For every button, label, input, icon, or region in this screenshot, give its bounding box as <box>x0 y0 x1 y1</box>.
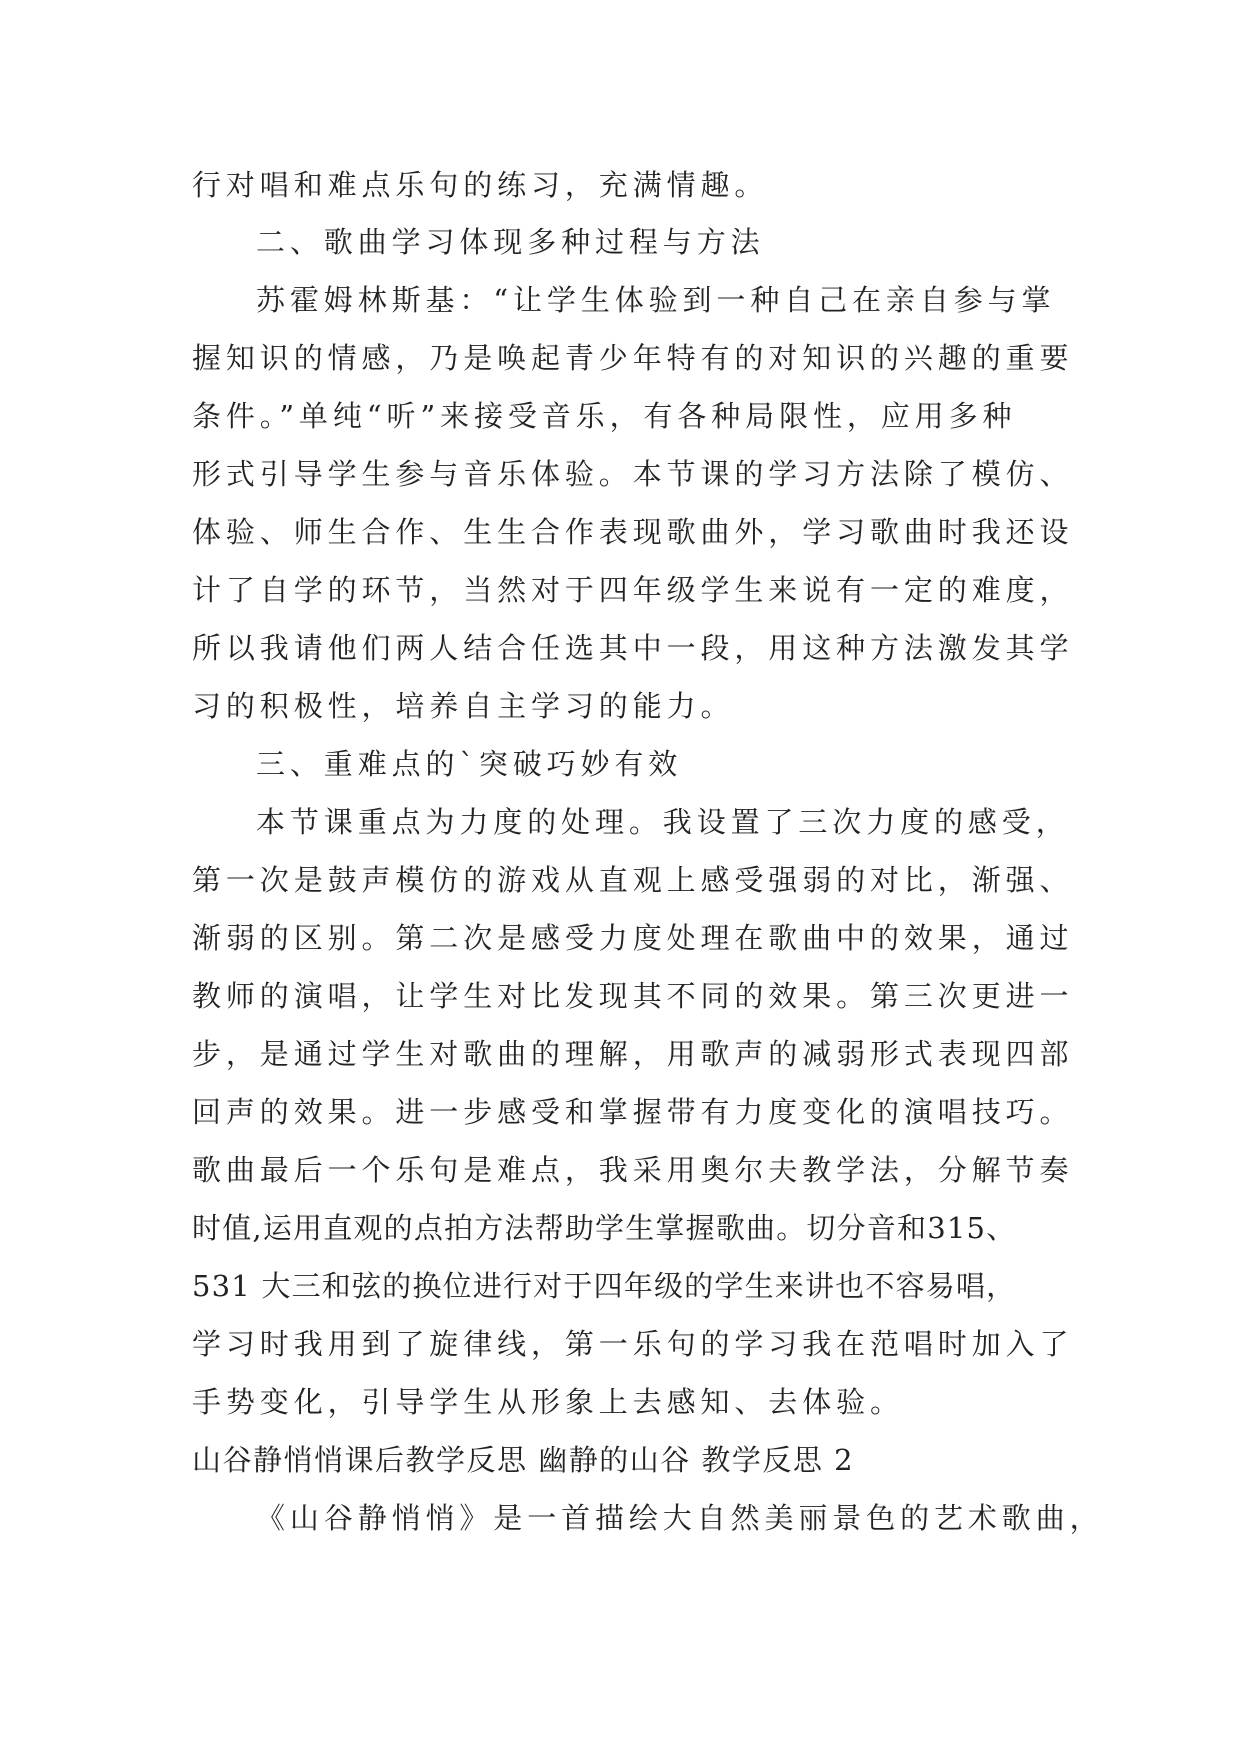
paragraph-line: 歌曲最后一个乐句是难点，我采用奥尔夫教学法，分解节奏 <box>192 1153 1074 1187</box>
paragraph-line: 习的积极性，培养自主学习的能力。 <box>192 689 735 723</box>
paragraph-line: 形式引导学生参与音乐体验。本节课的学习方法除了模仿、 <box>192 457 1074 491</box>
paragraph-line: 第一次是鼓声模仿的游戏从直观上感受强弱的对比，渐强、 <box>192 863 1074 897</box>
paragraph-line: 学习时我用到了旋律线，第一乐句的学习我在范唱时加入了 <box>192 1327 1074 1361</box>
section-heading: 二、歌曲学习体现多种过程与方法 <box>256 225 765 259</box>
paragraph-line: 531 大三和弦的换位进行对于四年级的学生来讲也不容易唱， <box>192 1269 1017 1303</box>
paragraph-line: 手势变化，引导学生从形象上去感知、去体验。 <box>192 1385 904 1419</box>
paragraph-line: 渐弱的区别。第二次是感受力度处理在歌曲中的效果，通过 <box>192 921 1074 955</box>
paragraph-line: 教师的演唱，让学生对比发现其不同的效果。第三次更进一 <box>192 979 1074 1013</box>
paragraph-line: 步，是通过学生对歌曲的理解，用歌声的减弱形式表现四部 <box>192 1037 1074 1071</box>
paragraph-line: 回声的效果。进一步感受和掌握带有力度变化的演唱技巧。 <box>192 1095 1074 1129</box>
paragraph-line: 苏霍姆林斯基：“让学生体验到一种自己在亲自参与掌 <box>256 283 1056 317</box>
paragraph-line: 所以我请他们两人结合任选其中一段，用这种方法激发其学 <box>192 631 1074 665</box>
section-heading: 三、重难点的`突破巧妙有效 <box>256 747 683 781</box>
paragraph-line: 行对唱和难点乐句的练习，充满情趣。 <box>192 168 769 202</box>
paragraph-line: 时值,运用直观的点拍方法帮助学生掌握歌曲。切分音和315、 <box>192 1211 1017 1245</box>
paragraph-line: 本节课重点为力度的处理。我设置了三次力度的感受， <box>256 805 1070 839</box>
paragraph-line: 握知识的情感，乃是唤起青少年特有的对知识的兴趣的重要 <box>192 341 1074 375</box>
paragraph-line: 《山谷静悄悄》是一首描绘大自然美丽景色的艺术歌曲， <box>256 1501 1104 1535</box>
paragraph-line: 计了自学的环节，当然对于四年级学生来说有一定的难度， <box>192 573 1074 607</box>
article-title: 山谷静悄悄课后教学反思 幽静的山谷 教学反思 2 <box>192 1443 855 1477</box>
paragraph-line: 条件。”单纯“听”来接受音乐，有各种局限性，应用多种 <box>192 399 1017 433</box>
paragraph-line: 体验、师生合作、生生合作表现歌曲外，学习歌曲时我还设 <box>192 515 1074 549</box>
